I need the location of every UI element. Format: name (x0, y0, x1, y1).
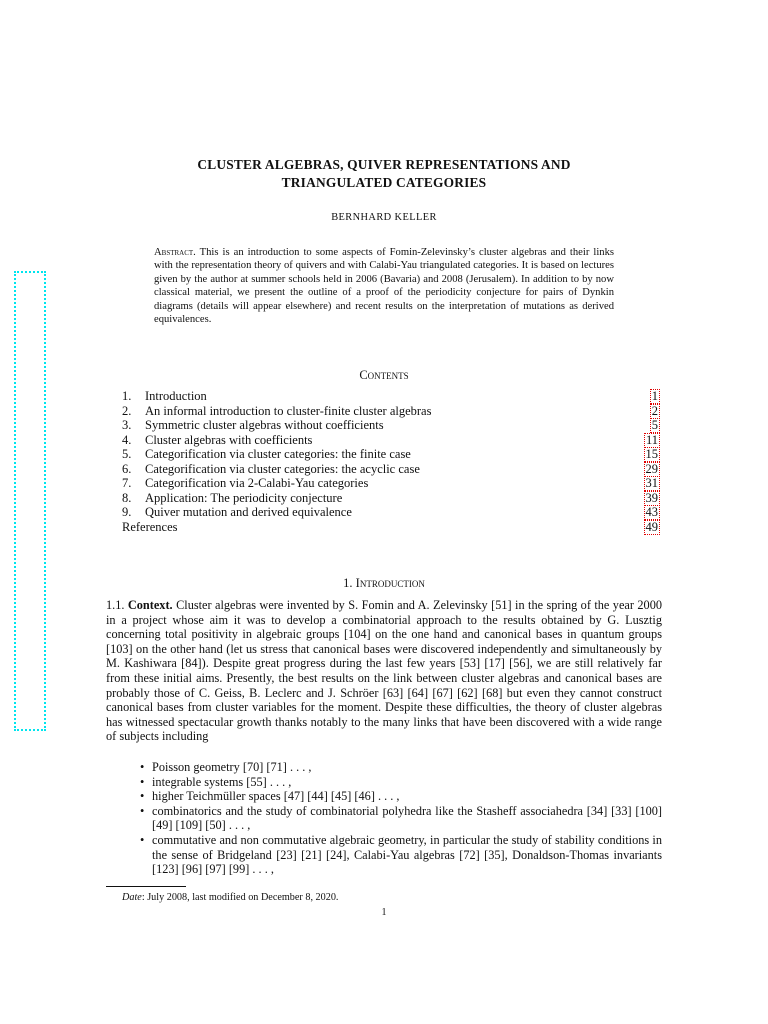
section-number: 1. (343, 576, 353, 590)
list-item (140, 789, 662, 804)
toc-entry-number: 4. (122, 432, 132, 447)
table-of-contents (122, 389, 662, 534)
toc-entry-number: 8. (122, 490, 132, 505)
toc-page-link[interactable]: 5 (651, 418, 658, 432)
abstract (154, 246, 614, 326)
toc-entry-number: 6. (122, 461, 132, 476)
paragraph-text: Cluster algebras were invented by S. Fomin and A. Zelevinsky [51] in the spring of the year 2000 in a project whose aim it was to develop a combinatorial approach to the results obtained by G. Lusztig concerning total positivity in algebraic groups [104] on the one hand and canonical bases in quantum groups [103] on the other hand (let us stress that canonical bases were discovered independently and simultaneously by M. Kashiwara [84]). Despite great progress during the last few years [53] [17] [56], we are still relatively far from these initial aims. Presently, the best results on the link between cluster algebras and canonical bases are probably those of C. Geiss, B. Leclerc and J. Schröer [63] [64] [67] [62] [68] but even they cannot construct canonical bases from cluster variables for the moment. Despite these difficulties, the theory of cluster algebras has witnessed spectacular growth thanks notably to the many links that have been discovered with a wide range of subjects including (106, 598, 662, 744)
footnote (122, 892, 338, 903)
footnote-divider (106, 886, 186, 887)
toc-entry-references[interactable] (122, 520, 662, 535)
toc-entry[interactable] (122, 447, 662, 462)
list-item (140, 760, 662, 775)
bullet-icon: • (140, 774, 145, 789)
section-heading (0, 576, 768, 591)
toc-entry-label: Symmetric cluster algebras without coefficients (145, 418, 384, 432)
toc-entry-label: Quiver mutation and derived equivalence (145, 505, 352, 519)
bullet-icon: • (140, 760, 145, 774)
list-item-text: Poisson geometry [70] [71] . . . , (152, 760, 312, 774)
bullet-icon: • (140, 803, 145, 818)
toc-entry-label: Categorification via cluster categories: the acyclic case (145, 461, 420, 476)
toc-page-link[interactable]: 39 (645, 490, 658, 505)
toc-entry[interactable] (122, 505, 662, 520)
toc-entry-label: Introduction (145, 389, 207, 403)
list-item-text: integrable systems [55] . . . , (152, 774, 292, 789)
list-item-text: combinatorics and the study of combinatorial polyhedra like the Stasheff associahedra [34] [33] [100] [49] [109] [50] . . . , (152, 803, 662, 833)
toc-entry[interactable] (122, 433, 662, 448)
footnote-text: : July 2008, last modified on December 8, 2020. (141, 892, 339, 903)
toc-entry-number: 2. (122, 403, 132, 418)
bullet-icon: • (140, 832, 145, 847)
toc-entry-label: An informal introduction to cluster-finite cluster algebras (145, 403, 432, 418)
list-item (140, 804, 662, 833)
list-item (140, 833, 662, 877)
toc-entry-label: Application: The periodicity conjecture (145, 490, 343, 505)
toc-entry-number: 5. (122, 447, 132, 461)
subject-list (140, 760, 662, 877)
author-name: BERNHARD KELLER (331, 212, 437, 223)
toc-entry-number: 9. (122, 505, 132, 519)
toc-entry[interactable] (122, 476, 662, 491)
footnote-label: Date (122, 892, 142, 903)
toc-entry-label: Cluster algebras with coefficients (145, 432, 313, 447)
abstract-text: This is an introduction to some aspects of Fomin-Zelevinsky’s cluster algebras and their links with the representation theory of quivers and with Calabi-Yau triangulated categories. It is based on lectures given by the author at summer schools held in 2006 (Bavaria) and 2008 (Jerusalem). In addition to by now classical material, we present the outline of a proof of the periodicity conjecture for pairs of Dynkin diagrams (details will appear elsewhere) and recent results on the interpretation of mutations as derived equivalences. (154, 247, 614, 326)
title-line-2: TRIANGULATED CATEGORIES (281, 175, 487, 190)
toc-entry[interactable] (122, 418, 662, 433)
toc-page-link[interactable]: 11 (645, 432, 658, 447)
toc-page-link[interactable]: 31 (645, 476, 658, 490)
toc-entry[interactable] (122, 404, 662, 419)
toc-entry-label: Categorification via cluster categories: the finite case (145, 447, 411, 461)
title-line-1: CLUSTER ALGEBRAS, QUIVER REPRESENTATIONS AND (197, 157, 571, 172)
toc-entry-number: 1. (122, 389, 132, 403)
section-paragraph (106, 598, 662, 744)
toc-page-link[interactable]: 49 (645, 519, 658, 534)
toc-entry-label: References (122, 519, 178, 534)
page-number: 1 (381, 907, 387, 918)
toc-entry[interactable] (122, 462, 662, 477)
subsection-number: 1.1. (106, 598, 125, 612)
arxiv-stamp-link[interactable] (14, 271, 46, 731)
abstract-lead: Abstract. (154, 247, 196, 258)
toc-entry[interactable] (122, 491, 662, 506)
paper-title (0, 156, 768, 192)
toc-entry[interactable] (122, 389, 662, 404)
toc-entry-label: Categorification via 2-Calabi-Yau categories (145, 476, 369, 490)
toc-page-link[interactable]: 43 (645, 505, 658, 519)
list-item-text: commutative and non commutative algebraic geometry, in particular the study of stability conditions in the sense of Bridgeland [23] [21] [24], Calabi-Yau algebras [72] [35], Donaldson-Thomas invariants [123] [96] [97] [99] . . . , (152, 832, 662, 877)
list-item-text: higher Teichmüller spaces [47] [44] [45] [46] . . . , (152, 789, 400, 804)
toc-page-link[interactable]: 15 (645, 447, 658, 461)
list-item (140, 775, 662, 790)
toc-page-link[interactable]: 29 (645, 461, 658, 476)
toc-page-link[interactable]: 2 (651, 403, 658, 418)
subsection-title: Context. (127, 598, 173, 612)
section-title: Introduction (355, 576, 425, 590)
contents-heading: Contents (359, 368, 409, 382)
toc-entry-number: 7. (122, 476, 132, 490)
bullet-icon: • (140, 789, 145, 804)
toc-page-link[interactable]: 1 (651, 389, 658, 403)
toc-entry-number: 3. (122, 418, 132, 432)
